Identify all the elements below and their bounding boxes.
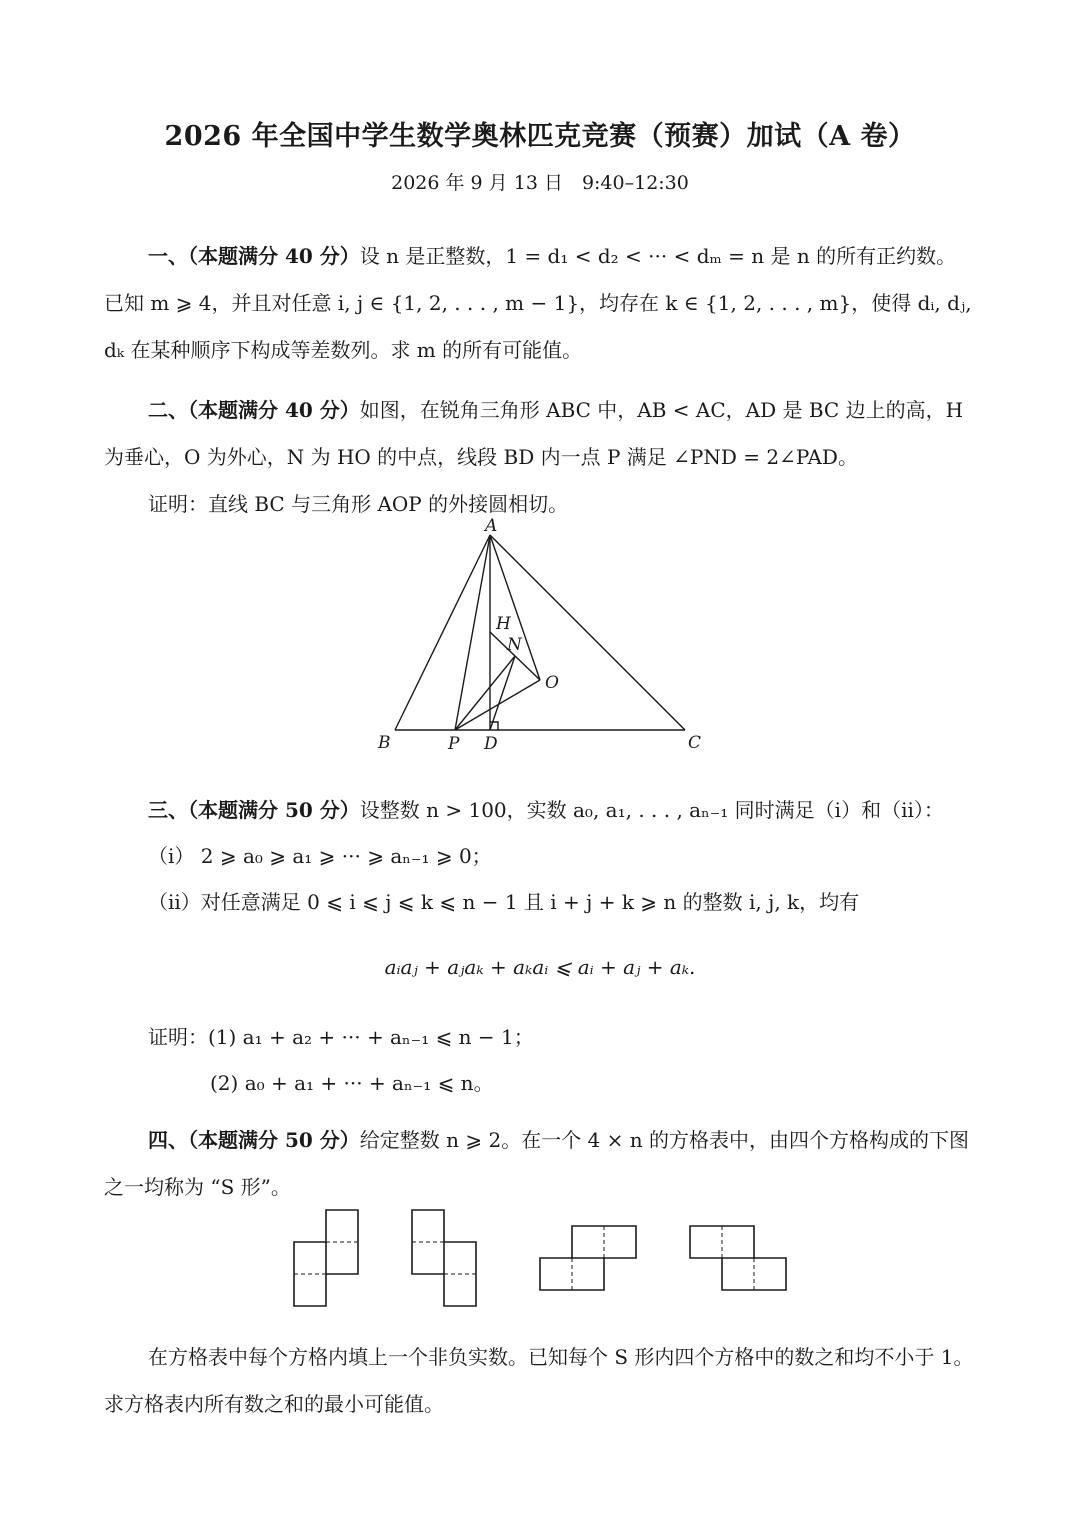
problem-1-text: 设 n 是正整数，1 = d₁ < d₂ < ··· < dₘ = n 是 n 的所有正约数。已知 m ⩾ 4，并且对任意 i, j ∈ {1, 2, . . . , m − 1}，均存在 k ∈ {1, 2, . . . , m}，使得 dᵢ, dⱼ, dₖ 在某种顺序下构成等差数列。求 m 的所有可能值。 <box>104 244 972 362</box>
problem-3-condition-2: （ii）对任意满足 0 ⩽ i ⩽ j ⩽ k ⩽ n − 1 且 i + j + k ⩾ n 的整数 i, j, k，均有 <box>148 890 860 914</box>
label-h: H <box>496 614 511 634</box>
label-n: N <box>507 635 522 655</box>
label-b: B <box>378 733 391 753</box>
label-o: O <box>545 673 559 693</box>
problem-3-proof-1: 证明：(1) a₁ + a₂ + ··· + aₙ₋₁ ⩽ n − 1； <box>148 1025 534 1049</box>
s-shape-horizontal-2 <box>690 1226 786 1290</box>
segment-ap <box>455 535 490 730</box>
s-shapes-figure <box>280 1200 800 1320</box>
problem-4 <box>104 1117 976 1211</box>
label-a: A <box>485 516 498 536</box>
problem-3-text: 设整数 n > 100，实数 a₀, a₁, . . . , aₙ₋₁ 同时满足（i）和（ii）： <box>359 798 944 822</box>
side-ab <box>395 535 490 730</box>
segment-nd <box>490 656 515 730</box>
side-ac <box>490 535 685 730</box>
segment-pn <box>455 656 515 730</box>
segment-ao <box>490 535 540 680</box>
s-shape-vertical-2 <box>412 1210 476 1306</box>
problem-3-formula: aᵢaⱼ + aⱼaₖ + aₖaᵢ ⩽ aᵢ + aⱼ + aₖ. <box>384 955 696 979</box>
problem-4-text: 给定整数 n ⩾ 2。在一个 4 × n 的方格表中，由四个方格构成的下图之一均称为 “S 形”。 <box>104 1128 969 1199</box>
exam-date-time: 2026 年 9 月 13 日 9:40–12:30 <box>391 172 689 194</box>
s-shape-horizontal-1 <box>540 1226 636 1290</box>
problem-4-heading: 四、（本题满分 50 分） <box>148 1128 360 1152</box>
geometry-figure <box>360 512 720 762</box>
problem-2-text: 如图，在锐角三角形 ABC 中，AB < AC，AD 是 BC 边上的高，H 为垂心，O 为外心，N 为 HO 的中点，线段 BD 内一点 P 满足 ∠PND = 2∠PAD。 <box>104 398 964 469</box>
problem-3-proof-2: (2) a₀ + a₁ + ··· + aₙ₋₁ ⩽ n。 <box>210 1071 494 1095</box>
problem-3 <box>148 794 944 823</box>
problem-4-question: 在方格表中每个方格内填上一个非负实数。已知每个 S 形内四个方格中的数之和均不小于 1。求方格表内所有数之和的最小可能值。 <box>104 1345 974 1416</box>
label-p: P <box>448 734 460 754</box>
s-shape-vertical-1 <box>294 1210 358 1306</box>
label-d: D <box>484 734 498 754</box>
problem-3-heading: 三、（本题满分 50 分） <box>148 798 360 822</box>
problem-2-heading: 二、（本题满分 40 分） <box>148 398 360 422</box>
problem-3-condition-1: （i） 2 ⩾ a₀ ⩾ a₁ ⩾ ··· ⩾ aₙ₋₁ ⩾ 0； <box>148 844 492 868</box>
problem-2-proof-statement: 证明：直线 BC 与三角形 AOP 的外接圆相切。 <box>148 492 569 516</box>
label-c: C <box>688 733 702 753</box>
page-title: 2026 年全国中学生数学奥林匹克竞赛（预赛）加试（A 卷） <box>164 121 916 152</box>
problem-1-heading: 一、（本题满分 40 分） <box>148 244 360 268</box>
problem-1 <box>104 233 976 374</box>
problem-2 <box>104 387 976 481</box>
